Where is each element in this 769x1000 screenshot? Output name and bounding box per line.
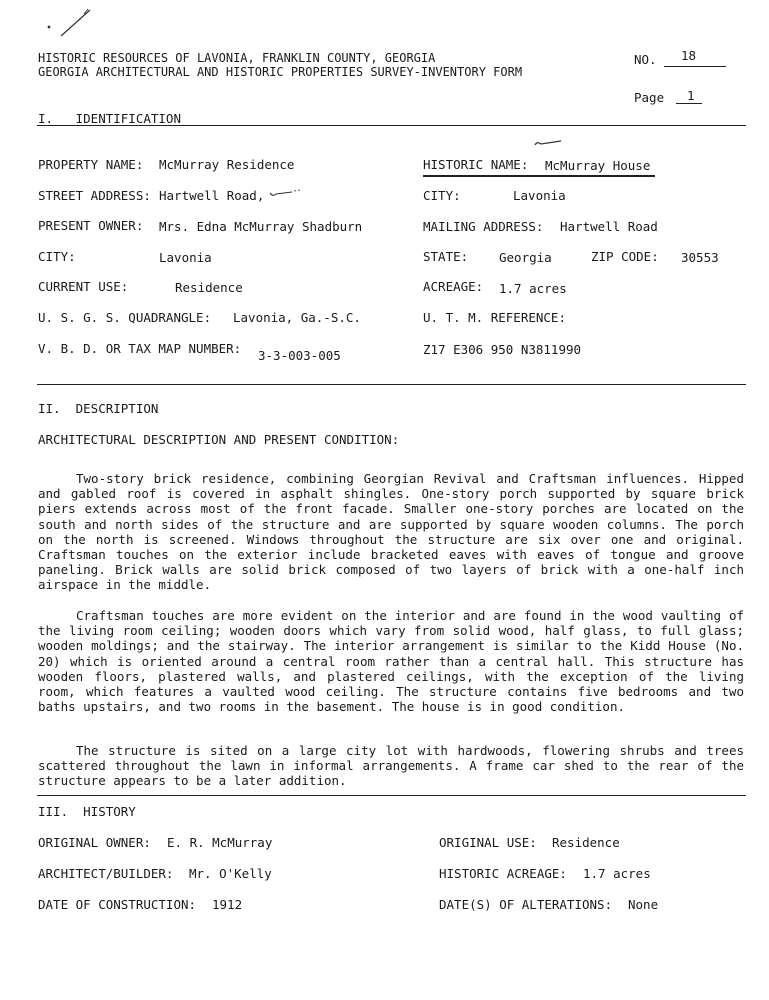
utm-reference-value: Z17 E306 950 N3811990 [423,342,582,357]
history-rule [37,795,746,796]
historic-acreage-value: 1.7 acres [583,866,651,881]
tax-map-number-value: 3-3-003-005 [258,348,341,363]
usgs-quadrangle-value: Lavonia, Ga.-S.C. [233,310,361,325]
historic-name-underline [423,175,655,177]
dates-of-alterations-value: None [628,897,659,912]
acreage-label: ACREAGE: [423,279,484,294]
description-paragraph-1: Two-story brick residence, combining Georgian Revival and Craftsman influences. Hipped and gabled roof is covered in asphalt shingles. One-story porch supported by square brick piers extends across most of the front facade. Smaller one-story porches are located on the south and north sides of the structure and are supported by square wooden columns. The porch on the north is screened. Windows throughout the structure are six over one and original. Craftsman touches on the exterior include bracketed eaves with eaves of tongue and groove paneling. Brick walls are solid brick composed of two layers of brick with a one-half inch airspace in the middle. [38,471,744,593]
check-mark [268,186,304,200]
dates-of-alterations-label: DATE(S) OF ALTERATIONS: [439,897,613,912]
description-paragraph-3: The structure is sited on a large city lot with hardwoods, flowering shrubs and trees scattered throughout the lawn in informal arrangements. A frame car shed to the rear of the structure appears to be a later addition. [38,743,744,789]
number-underline [664,66,726,67]
property-name-value: McMurray Residence [159,157,295,172]
state-label: STATE: [423,249,469,264]
historic-name-value: McMurray House [545,158,651,173]
usgs-quadrangle-label: U. S. G. S. QUADRANGLE: [38,310,212,325]
original-owner-label: ORIGINAL OWNER: [38,835,151,850]
mailing-address-label: MAILING ADDRESS: [423,219,544,234]
original-owner-value: E. R. McMurray [167,835,273,850]
page-label: Page [634,90,665,105]
number-value: 18 [681,48,697,63]
tax-map-number-label: V. B. D. OR TAX MAP NUMBER: [38,341,242,356]
history-heading: III. HISTORY [38,804,136,819]
date-of-construction-value: 1912 [212,897,243,912]
check-mark [533,136,563,148]
form-title-line1: HISTORIC RESOURCES OF LAVONIA, FRANKLIN COUNTY, GEORGIA [38,51,436,65]
identification-heading: I. IDENTIFICATION [38,111,181,126]
page-underline [676,103,702,104]
description-subheading: ARCHITECTURAL DESCRIPTION AND PRESENT CONDITION: [38,432,400,447]
description-rule [37,384,746,385]
property-name-label: PROPERTY NAME: [38,157,144,172]
city-right-label: CITY: [423,188,461,203]
present-owner-value: Mrs. Edna McMurray Shadburn [159,219,363,234]
architect-builder-label: ARCHITECT/BUILDER: [38,866,174,881]
description-heading: II. DESCRIPTION [38,401,159,416]
date-of-construction-label: DATE OF CONSTRUCTION: [38,897,197,912]
state-value: Georgia [499,250,552,265]
mailing-address-value: Hartwell Road [560,219,658,234]
acreage-value: 1.7 acres [499,281,567,296]
original-use-value: Residence [552,835,620,850]
zip-code-label: ZIP CODE: [591,249,659,264]
historic-acreage-label: HISTORIC ACREAGE: [439,866,567,881]
form-title-line2: GEORGIA ARCHITECTURAL AND HISTORIC PROPERTIES SURVEY-INVENTORY FORM [38,65,523,79]
street-address-value: Hartwell Road, [159,188,265,203]
number-label: NO. [634,52,657,67]
utm-reference-label: U. T. M. REFERENCE: [423,310,566,325]
current-use-label: CURRENT USE: [38,279,129,294]
description-paragraph-2: Craftsman touches are more evident on the interior and are found in the wood vaulting of the living room ceiling; wooden doors which vary from solid wood, half glass, to full glass; wooden moldings; and the stairway. The interior arrangement is similar to the Kidd House (No. 20) which is oriented around a central room rather than a central hall. This structure has wooden floors, plastered walls, and plastered ceilings, with the exception of the living room, which features a vaulted wood ceiling. The structure contains five bedrooms and two baths upstairs, and two rooms in the basement. The house is in good condition. [38,608,744,715]
street-address-label: STREET ADDRESS: [38,188,151,203]
current-use-value: Residence [175,280,243,295]
pen-mark [40,6,100,42]
identification-rule [37,125,746,126]
architect-builder-value: Mr. O'Kelly [189,866,272,881]
zip-code-value: 30553 [681,250,719,265]
city-left-label: CITY: [38,249,76,264]
page-value: 1 [687,88,695,103]
city-right-value: Lavonia [513,188,566,203]
city-left-value: Lavonia [159,250,212,265]
historic-name-label: HISTORIC NAME: [423,157,529,172]
present-owner-label: PRESENT OWNER: [38,218,144,233]
original-use-label: ORIGINAL USE: [439,835,537,850]
